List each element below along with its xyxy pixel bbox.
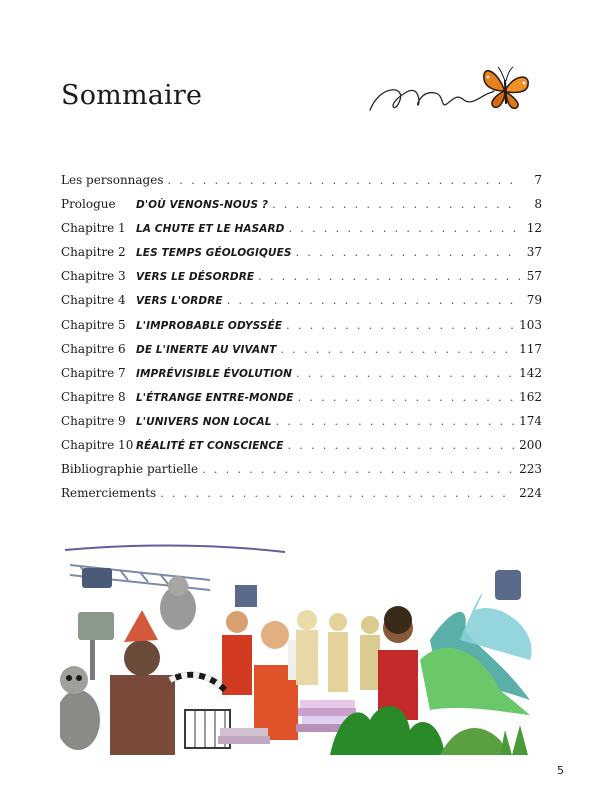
toc-chapter-title: L'IMPROBABLE ODYSSÉE xyxy=(136,319,283,332)
toc-chapter-title: D'OÙ VENONS-NOUS ? xyxy=(136,199,269,212)
toc-chapter-title: RÉALITÉ ET CONSCIENCE xyxy=(136,440,284,453)
toc-entry xyxy=(61,172,542,196)
toc-entry xyxy=(61,389,542,413)
toc-label: Prologue xyxy=(61,197,116,212)
toc-chapter-title: DE L'INERTE AU VIVANT xyxy=(136,343,277,356)
toc-page-number: 117 xyxy=(519,341,542,356)
toc-page-number: 12 xyxy=(526,221,542,236)
toc-chapter-title: VERS LE DÉSORDRE xyxy=(136,271,255,284)
butterfly-icon xyxy=(484,67,528,108)
toc-label: Chapitre 9 xyxy=(61,413,126,428)
toc-leader-dots xyxy=(168,173,521,189)
toc-chapter-title: LA CHUTE ET LE HASARD xyxy=(136,223,285,236)
toc-label: Remerciements xyxy=(61,486,157,501)
toc-leader-dots xyxy=(272,197,520,213)
toc-entry xyxy=(61,485,542,509)
toc-page-number: 223 xyxy=(519,462,542,477)
toc-label: Chapitre 6 xyxy=(61,341,126,356)
toc-leader-dots xyxy=(276,414,516,430)
cartoon-illustration xyxy=(60,540,545,755)
toc-label: Chapitre 5 xyxy=(61,317,126,332)
toc-page-number: 57 xyxy=(526,269,542,284)
toc-entry xyxy=(61,244,542,268)
toc-entry xyxy=(61,413,542,437)
toc-chapter-title: L'UNIVERS NON LOCAL xyxy=(136,415,272,428)
toc-entry xyxy=(61,365,542,389)
toc-leader-dots xyxy=(298,390,516,406)
toc-leader-dots xyxy=(296,366,515,382)
toc-entry xyxy=(61,461,542,485)
toc-page-number: 200 xyxy=(519,438,542,453)
toc-page-number: 142 xyxy=(519,365,542,380)
toc-chapter-title: VERS L'ORDRE xyxy=(136,295,223,308)
toc-page-number: 37 xyxy=(526,245,542,260)
table-of-contents xyxy=(61,172,542,509)
toc-label: Chapitre 8 xyxy=(61,389,126,404)
toc-leader-dots xyxy=(227,293,520,309)
toc-leader-dots xyxy=(160,486,515,502)
butterfly-illustration xyxy=(360,55,540,140)
toc-leader-dots xyxy=(286,318,515,334)
toc-leader-dots xyxy=(289,221,521,237)
toc-label: Les personnages xyxy=(61,173,164,187)
toc-label: Chapitre 7 xyxy=(61,365,126,380)
toc-page-number: 7 xyxy=(534,173,542,187)
page-number: 5 xyxy=(557,764,564,777)
toc-entry xyxy=(61,196,542,220)
toc-leader-dots xyxy=(202,462,515,478)
toc-label: Chapitre 4 xyxy=(61,293,126,308)
toc-label: Chapitre 1 xyxy=(61,221,126,236)
toc-label: Bibliographie partielle xyxy=(61,462,199,477)
toc-page-number: 174 xyxy=(519,413,542,428)
toc-entry xyxy=(61,220,542,244)
toc-page-number: 8 xyxy=(534,197,542,212)
toc-chapter-title: IMPRÉVISIBLE ÉVOLUTION xyxy=(136,367,292,380)
toc-label: Chapitre 3 xyxy=(61,269,126,284)
toc-entry xyxy=(61,341,542,365)
toc-label: Chapitre 2 xyxy=(61,245,126,260)
toc-leader-dots xyxy=(296,245,520,261)
toc-page-number: 224 xyxy=(519,486,542,501)
toc-entry xyxy=(61,268,542,292)
toc-entry xyxy=(61,317,542,341)
page-title: Sommaire xyxy=(61,80,203,111)
toc-entry xyxy=(61,292,542,316)
toc-page-number: 103 xyxy=(519,317,542,332)
toc-page-number: 79 xyxy=(526,293,542,308)
toc-chapter-title: L'ÉTRANGE ENTRE-MONDE xyxy=(136,391,294,404)
toc-leader-dots xyxy=(288,438,516,454)
toc-leader-dots xyxy=(280,342,515,358)
toc-entry xyxy=(61,437,542,461)
toc-leader-dots xyxy=(258,269,520,285)
toc-chapter-title: LES TEMPS GÉOLOGIQUES xyxy=(136,247,292,260)
toc-label: Chapitre 10 xyxy=(61,438,134,453)
toc-page-number: 162 xyxy=(519,389,542,404)
